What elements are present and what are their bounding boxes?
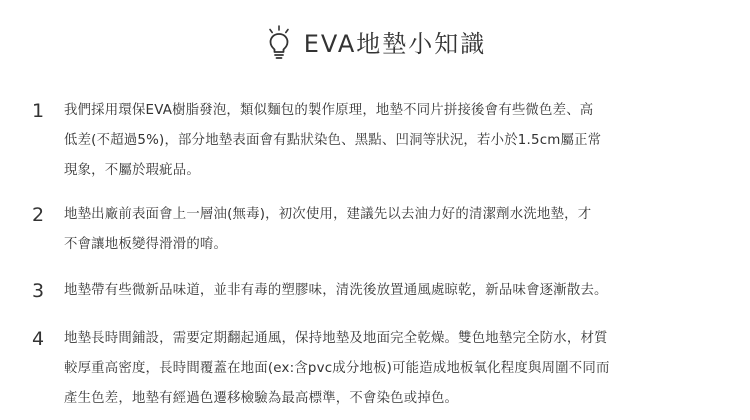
tips-list xyxy=(30,96,730,414)
list-item xyxy=(30,96,730,186)
lightbulb-icon xyxy=(264,25,294,59)
list-item xyxy=(30,276,730,306)
item-text: 我們採用環保EVA樹脂發泡，類似麵包的製作原理，地墊不同片拼接後會有些微色差、高 低差(不超過5%)，部分地墊表面會有點狀染色、黑點、凹洞等狀況，若小於1.5cm屬正常 現象，不屬於瑕疵品。 xyxy=(64,103,602,178)
item-number: 4 xyxy=(32,328,45,350)
item-number: 3 xyxy=(32,280,45,302)
list-item xyxy=(30,324,730,414)
item-number: 2 xyxy=(32,204,45,226)
item-text: 地墊出廠前表面會上一層油(無毒)，初次使用，建議先以去油力好的清潔劑水洗地墊，才 不會讓地板變得滑滑的唷。 xyxy=(64,207,592,252)
page-title: EVA地墊小知識 xyxy=(303,30,487,58)
list-item xyxy=(30,200,730,260)
item-text: 地墊長時間鋪設，需要定期翻起通風，保持地墊及地面完全乾燥。雙色地墊完全防水，材質 較厚重高密度，長時間覆蓋在地面(ex:含pvc成分地板)可能造成地板氧化程度與周圍不同而 產生色差，地墊有經過色遷移檢驗為最高標準，不會染色或掉色。 xyxy=(64,331,610,406)
page-header xyxy=(0,24,750,59)
item-number: 1 xyxy=(32,100,45,122)
item-text: 地墊帶有些微新品味道，並非有毒的塑膠味，清洗後放置通風處晾乾，新品味會逐漸散去。 xyxy=(64,283,608,298)
